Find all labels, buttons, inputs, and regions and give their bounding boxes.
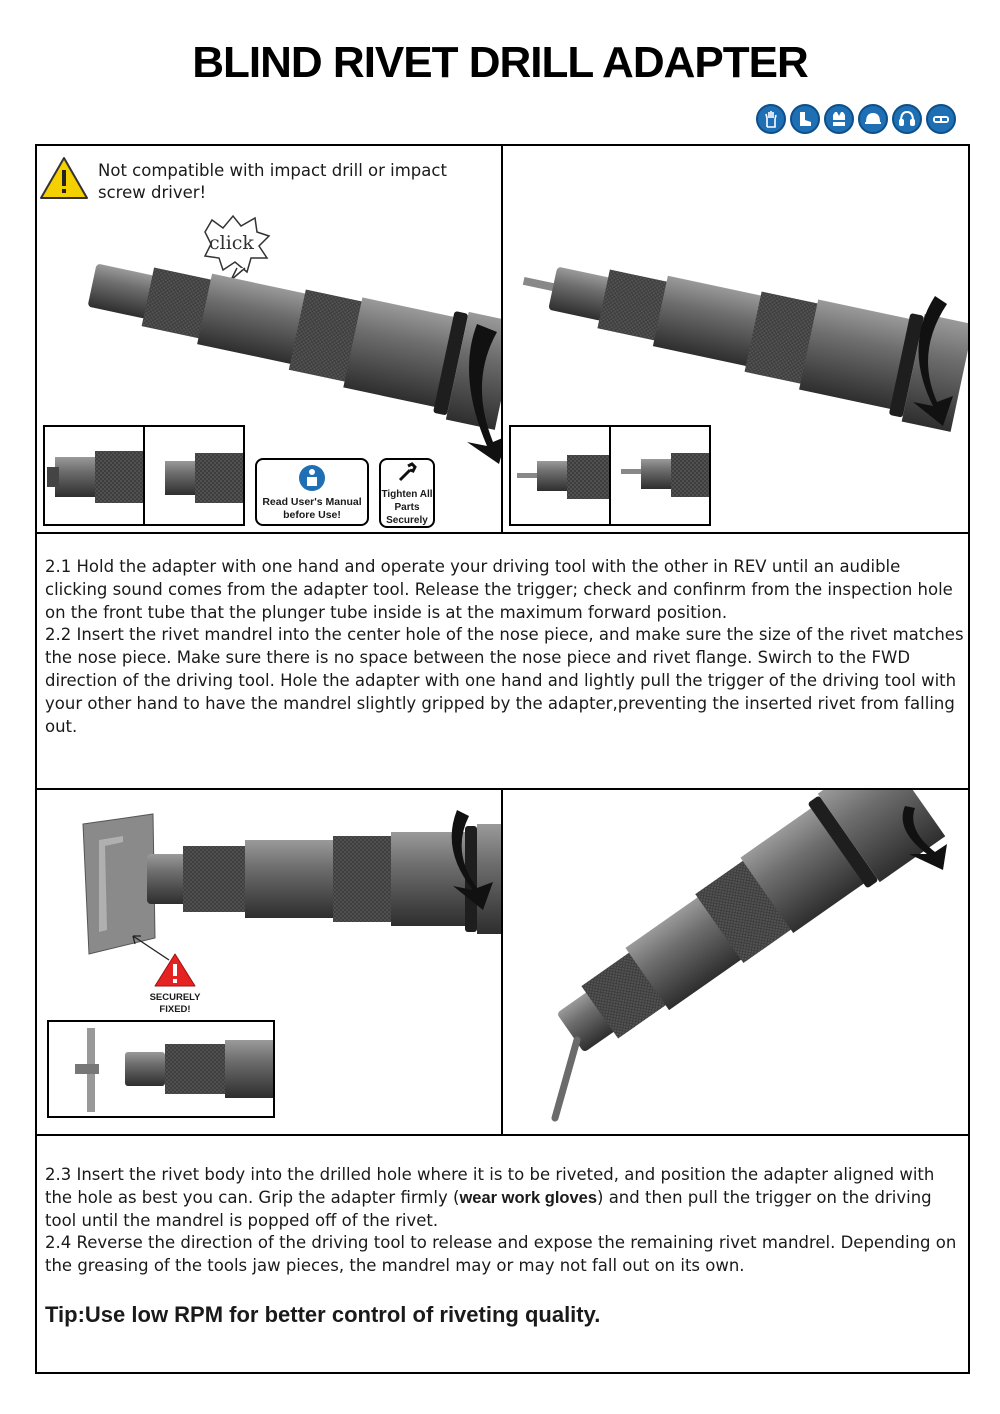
ear-protection-icon [892, 104, 922, 134]
instructions-2-3-2-4 [45, 1164, 965, 1278]
instruction-2-3-text-end: ) and then pull the trigger on the driving tool until the mandrel is popped off of the rivet. [45, 1187, 932, 1230]
instruction-2-4: 2.4 Reverse the direction of the driving tool to release and expose the remaining rivet mandrel. Depending on the greasing of the tools jaw pieces, the mandrel may or may not fall out on its own. [45, 1233, 957, 1276]
securely-fixed-label: SECURELY FIXED! [149, 992, 201, 1015]
wear-gloves-emphasis: wear work gloves [459, 1188, 598, 1207]
safety-goggles-icon [926, 104, 956, 134]
rivet-adapter-tool [80, 234, 501, 430]
panel-step-release-mandrel [503, 790, 968, 1134]
gloves-icon [756, 104, 786, 134]
instruction-2-2: 2.2 Insert the rivet mandrel into the center hole of the nose piece, and make sure the size of the rivet matches the nose piece. Make sure there is no space between the nose piece and rivet flange. Swirch to the FWD direction of the driving tool. Hole the adapter with one hand and lightly pull the trigger of the driving tool with your other hand to have the mandrel slightly gripped by the adapter,preventing the inserted rivet from falling out. [45, 625, 964, 736]
instruction-2-1: 2.1 Hold the adapter with one hand and operate your driving tool with the other in REV until an audible clicking sound comes from the adapter tool. Release the trigger; check and confinrm from the inspection hole on the front tube that the plunger tube inside is at the maximum forward position. [45, 557, 953, 622]
compatibility-warning: Not compatible with impact drill or impact screw driver! [98, 161, 447, 202]
read-manual-badge [255, 458, 369, 526]
rivet-adapter-tool [539, 790, 945, 1077]
detail-thumbnail [509, 425, 611, 526]
panel-step-reverse [37, 146, 501, 532]
detail-thumbnail [47, 1020, 275, 1118]
instruction-2-3 [45, 1164, 965, 1232]
safety-vest-icon [824, 104, 854, 134]
document-title: BLIND RIVET DRILL ADAPTER [192, 38, 808, 87]
hard-hat-icon [858, 104, 888, 134]
manual-icon [298, 464, 326, 492]
warning-triangle-icon [41, 158, 87, 198]
read-manual-text: Read User's Manual before Use! [262, 496, 362, 521]
tighten-text: Tighten All Parts Securely [381, 489, 433, 526]
tighten-parts-badge [379, 458, 435, 528]
ppe-icon-row [756, 104, 956, 134]
tip-text: Tip:Use low RPM for better control of riveting quality. [45, 1302, 601, 1327]
warning-triangle-icon [155, 954, 195, 986]
panel-step-position-rivet [37, 790, 501, 1134]
rivet-adapter-tool [147, 824, 501, 934]
click-label: click [209, 232, 254, 254]
safety-boots-icon [790, 104, 820, 134]
detail-thumbnail [143, 425, 245, 526]
wrench-icon [395, 462, 419, 484]
ejected-mandrel [555, 1040, 577, 1118]
instruction-2-3-text: 2.3 Insert the rivet body into the drilled hole where it is to be riveted, and position the adapter aligned with the hole as best you can. Grip the adapter firmly ( [45, 1165, 935, 1207]
instructions-2-1-2-2 [45, 556, 965, 738]
detail-thumbnail [43, 425, 145, 526]
panel-step-insert-mandrel [503, 146, 968, 532]
workpiece-plate [83, 814, 155, 954]
rivet-adapter-tool [511, 231, 968, 432]
detail-thumbnail [609, 425, 711, 526]
